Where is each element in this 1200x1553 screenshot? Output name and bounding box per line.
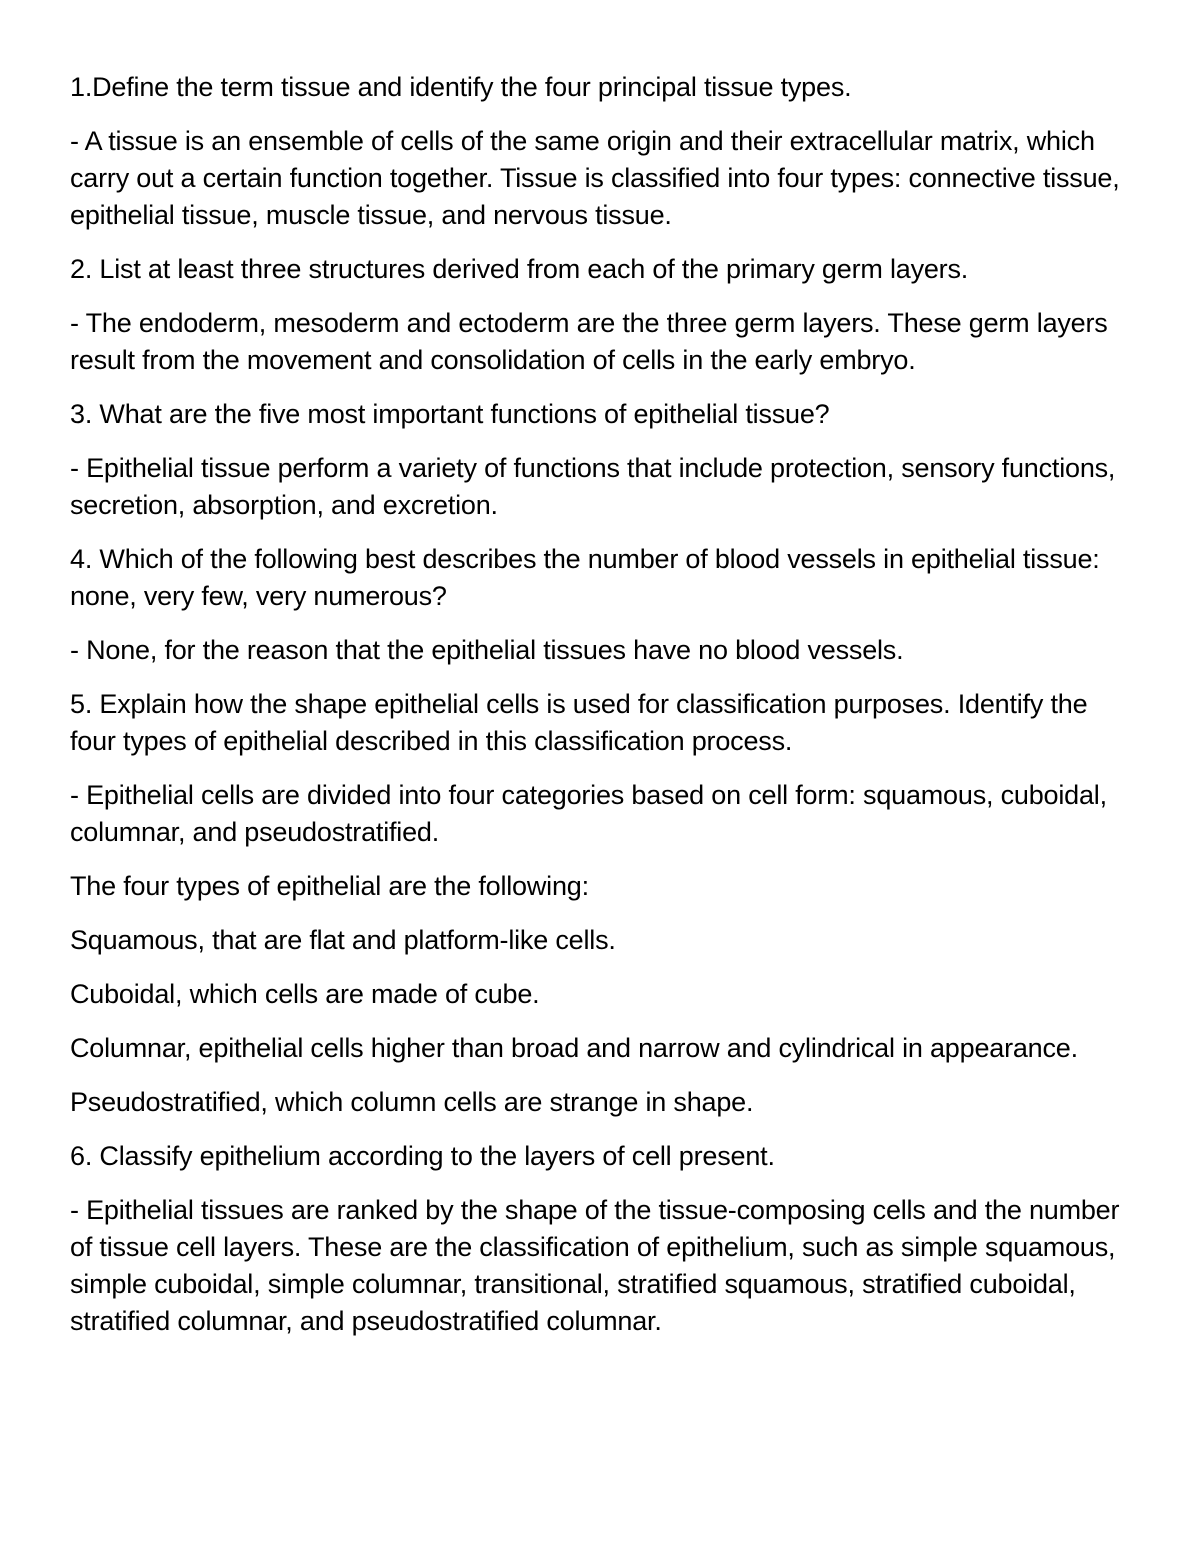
answer-5: - Epithelial cells are divided into four categories based on cell form: squamous, cuboidal, columnar, and pseudostratified.	[70, 780, 1107, 847]
answer-6: - Epithelial tissues are ranked by the shape of the tissue-composing cells and the number of tissue cell layers. These are the classification of epithelium, such as simple squamous, simple cuboidal, simple columnar, transitional, stratified squamous, stratified cuboidal, stratified columnar, and pseudostratified columnar.	[70, 1195, 1120, 1336]
answer-1: - A tissue is an ensemble of cells of the same origin and their extracellular matrix, which carry out a certain function together. Tissue is classified into four types: connective tissue, epithelial tissue, muscle tissue, and nervous tissue.	[70, 126, 1120, 230]
answer-5-columnar: Columnar, epithelial cells higher than broad and narrow and cylindrical in appearance.	[70, 1033, 1078, 1063]
question-4: 4. Which of the following best describes the number of blood vessels in epithelial tissue: none, very few, very numerous?	[70, 544, 1100, 611]
answer-3: - Epithelial tissue perform a variety of functions that include protection, sensory functions, secretion, absorption, and excretion.	[70, 453, 1116, 520]
question-1: 1.Define the term tissue and identify the four principal tissue types.	[70, 72, 852, 102]
answer-5-cuboidal: Cuboidal, which cells are made of cube.	[70, 979, 540, 1009]
question-3: 3. What are the five most important functions of epithelial tissue?	[70, 399, 830, 429]
answer-5-intro: The four types of epithelial are the following:	[70, 871, 589, 901]
document-page	[70, 69, 1140, 1357]
answer-5-pseudostratified: Pseudostratified, which column cells are strange in shape.	[70, 1087, 754, 1117]
question-5: 5. Explain how the shape epithelial cells is used for classification purposes. Identify the four types of epithelial described in this classification process.	[70, 689, 1088, 756]
answer-2: - The endoderm, mesoderm and ectoderm are the three germ layers. These germ layers result from the movement and consolidation of cells in the early embryo.	[70, 308, 1108, 375]
question-2: 2. List at least three structures derived from each of the primary germ layers.	[70, 254, 969, 284]
answer-4: - None, for the reason that the epithelial tissues have no blood vessels.	[70, 635, 904, 665]
answer-5-squamous: Squamous, that are flat and platform-like cells.	[70, 925, 616, 955]
question-6: 6. Classify epithelium according to the layers of cell present.	[70, 1141, 775, 1171]
